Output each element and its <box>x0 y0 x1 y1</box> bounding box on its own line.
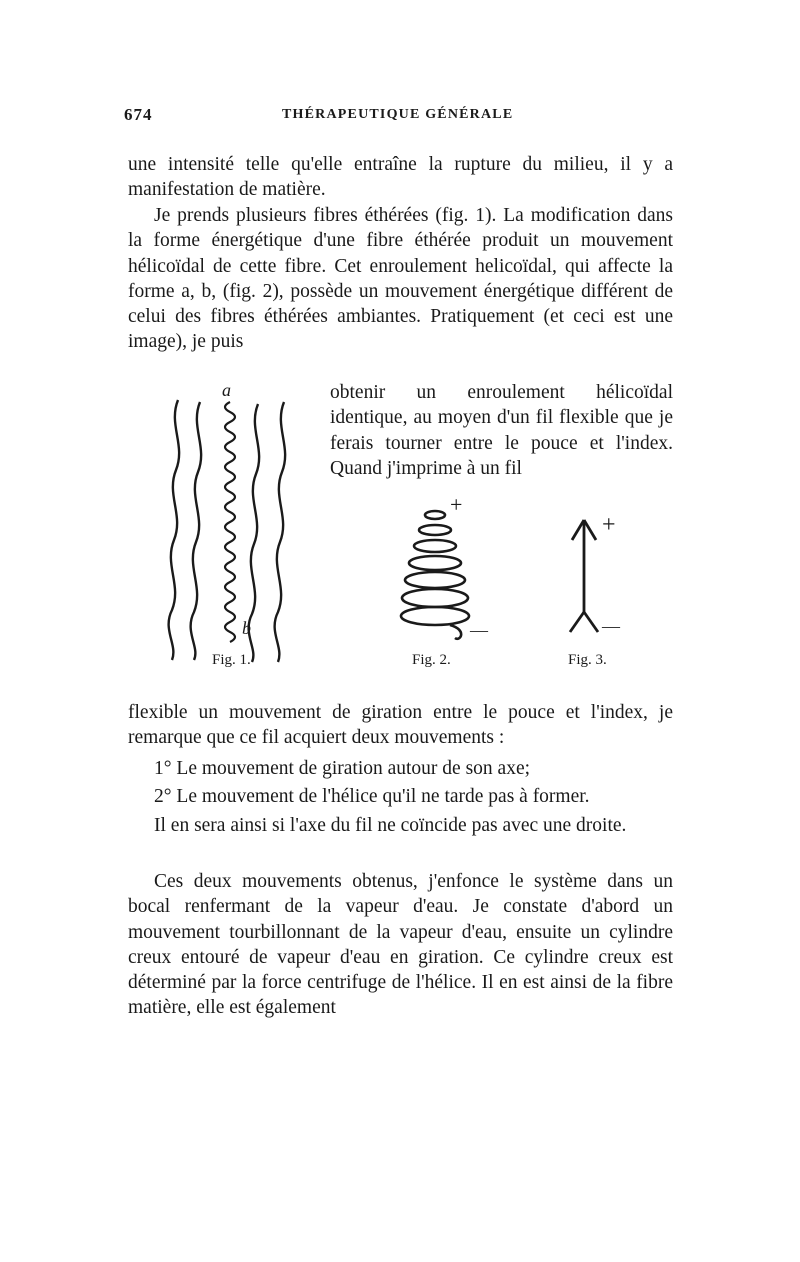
fig1-helix <box>225 402 235 642</box>
paragraph-1: une intensité telle qu'elle entraîne la rupture du milieu, il y a manifestation de matière. <box>128 154 673 201</box>
paragraph-4: Il en sera ainsi si l'axe du fil ne coïncide pas avec une droite. <box>154 815 627 836</box>
fig2-caption: Fig. 2. <box>412 652 451 668</box>
page-number: 674 <box>124 105 153 124</box>
paragraph-5: Ces deux mouvements obtenus, j'enfonce le système dans un bocal renfermant de la vapeur d'eau. Je constate d'abord un mouvement tourbillonnant de la vapeur d'eau, ensuite un cylindre creux entouré de vapeur d'eau en giration. Ce cylindre creux est déterminé par la force centrifuge de l'hélice. Il en est ainsi de la fibre matière, elle est également <box>128 871 673 1019</box>
fig3-caption: Fig. 3. <box>568 652 607 668</box>
list-item-1: 1° Le mouvement de giration autour de son axe; <box>154 758 531 779</box>
fig3-plus: + <box>602 512 616 538</box>
figures-drawing <box>150 380 670 680</box>
fig1-letter-b: b <box>242 618 251 638</box>
fig3-axis <box>570 520 598 632</box>
figures-area <box>150 380 670 680</box>
paragraph-3: flexible un mouvement de giration entre le pouce et l'index, je remarque que ce fil acquiert deux mouvements : <box>128 702 673 749</box>
paragraph-2-continued: obtenir un enroulement hélicoïdal identique, au moyen d'un fil flexible que je ferais tourner entre le pouce et l'index. Quand j'imprime à un fil <box>330 382 673 479</box>
paragraph-2: Je prends plusieurs fibres éthérées (fig. 1). La modification dans la forme énergétique d'une fibre éthérée produit un mouvement hélicoïdal de cette fibre. Cet enroulement helicoïdal, qui affecte la forme a, b, (fig. 2), possède un mouvement énergétique différent de celui des fibres éthérées ambiantes. Pratiquement (et ceci est une image), je puis <box>128 205 673 353</box>
fig1-letter-a: a <box>222 380 231 400</box>
fig3-minus: — <box>602 616 620 636</box>
list-item-2: 2° Le mouvement de l'hélice qu'il ne tarde pas à former. <box>154 786 590 807</box>
running-header <box>124 105 670 135</box>
fig1-caption: Fig. 1. <box>212 652 251 668</box>
running-title: THÉRAPEUTIQUE GÉNÉRALE <box>282 107 514 122</box>
fig2-spiral <box>401 511 469 639</box>
fig2-plus: + <box>450 492 463 517</box>
fig2-minus: — <box>470 620 488 640</box>
